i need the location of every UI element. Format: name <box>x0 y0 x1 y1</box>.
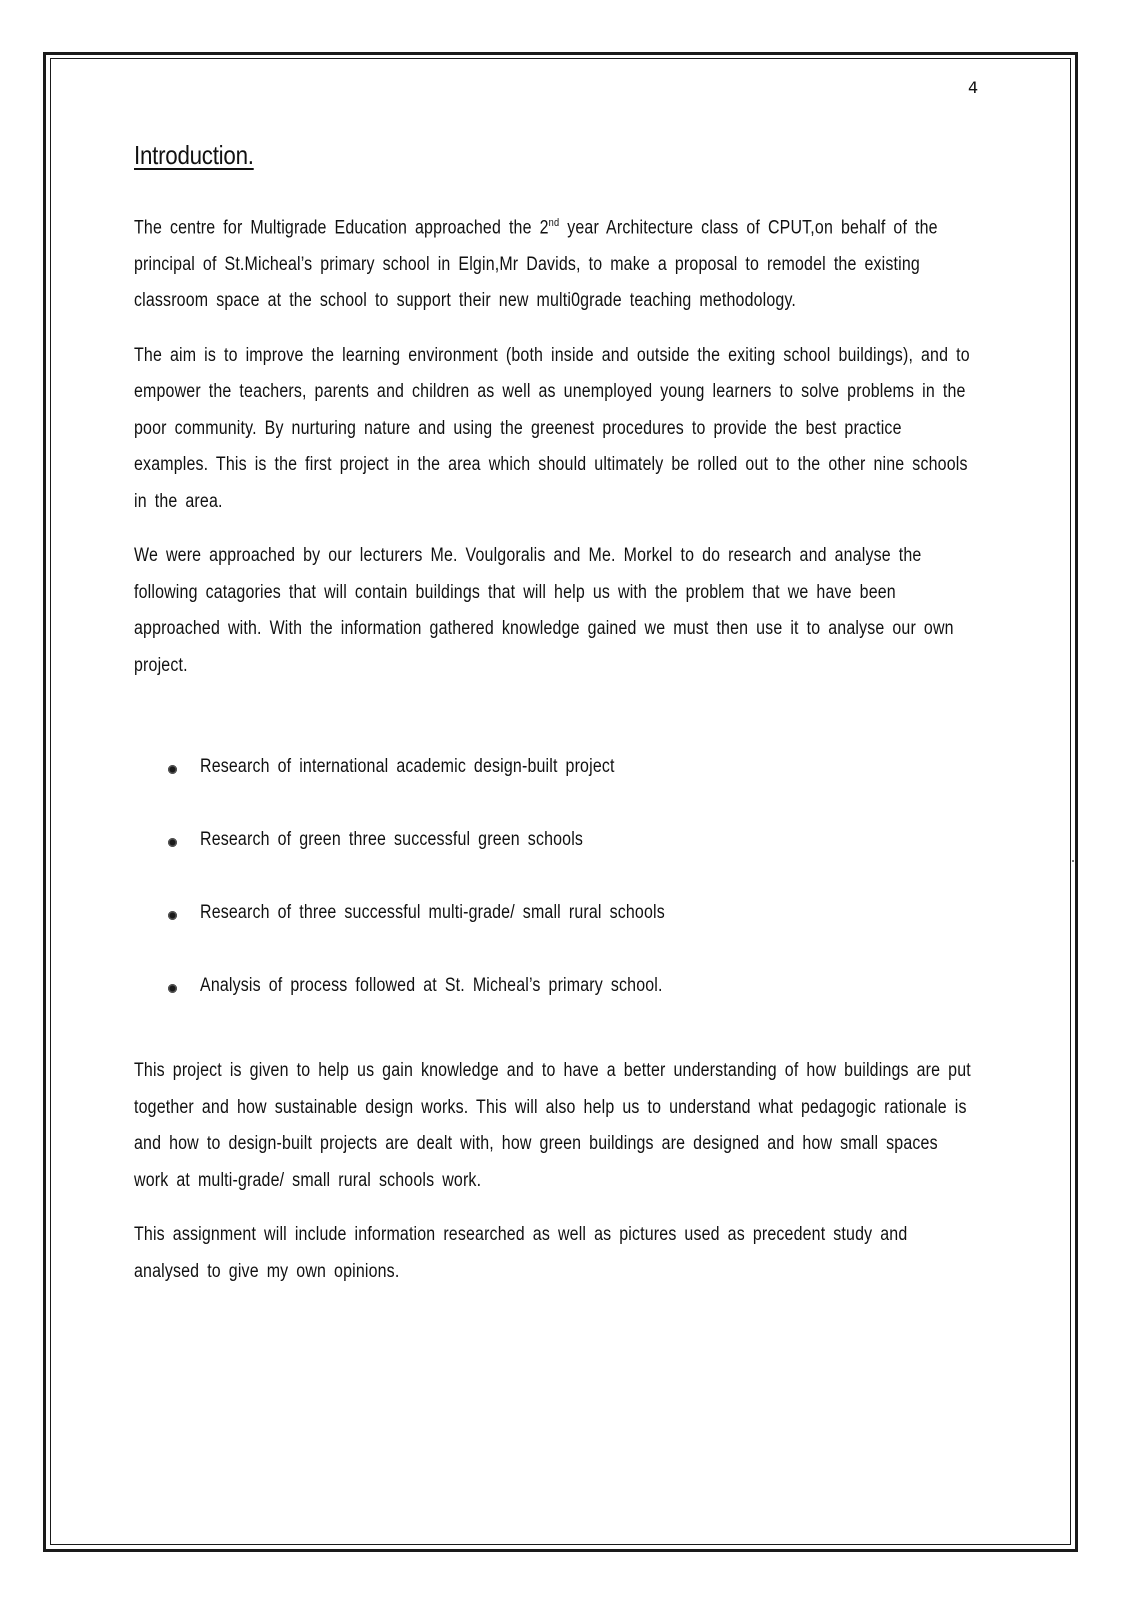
conclusion-paragraph-2: This assignment will include information researched as well as pictures used as precedent study and analysed to give my own opinions. <box>134 1224 908 1282</box>
research-categories-list <box>134 756 974 1048</box>
paragraph-1-text-start: The centre for Multigrade Education approached the 2 <box>134 217 549 239</box>
intro-paragraph-2: The aim is to improve the learning environment (both inside and outside the exiting school buildings), and to empower the teachers, parents and children as well as unemployed young learners to solve problems in the poor community. By nurturing nature and using the greenest procedures to provide the best practice examples. This is the first project in the area which should ultimately be rolled out to the other nine schools in the area. <box>134 344 970 512</box>
bullet-icon <box>168 984 177 993</box>
page-number: 4 <box>968 78 979 97</box>
bullet-icon <box>168 838 177 847</box>
list-item <box>134 756 974 829</box>
ordinal-superscript: nd <box>548 217 560 229</box>
document-body <box>134 140 974 1308</box>
list-item <box>134 829 974 902</box>
conclusion-paragraph-1: This project is given to help us gain knowledge and to have a better understanding of how buildings are put together and how sustainable design works. This will also help us to understand what pedagogic rationale is and how to design-built projects are dealt with, how green buildings are designed and how small spaces work at multi-grade/ small rural schools work. <box>134 1060 971 1191</box>
intro-paragraph-1 <box>134 205 974 320</box>
section-title: Introduction. <box>134 140 254 170</box>
list-item-text: Research of green three successful green schools <box>200 829 584 851</box>
bullet-icon <box>168 765 177 774</box>
list-item-text: Research of international academic design-built project <box>200 756 615 778</box>
scan-speck <box>1072 860 1074 862</box>
list-item-text: Research of three successful multi-grade/ small rural schools <box>200 902 665 924</box>
intro-paragraph-3: We were approached by our lecturers Me. Voulgoralis and Me. Morkel to do research and analyse the following catagories that will contain buildings that will help us with the problem that we have been approached with. With the information gathered knowledge gained we must then use it to analyse our own project. <box>134 545 954 676</box>
list-item-text: Analysis of process followed at St. Micheal’s primary school. <box>200 975 663 997</box>
paragraph-1-text-end: year Architecture class of CPUT,on behalf of the principal of St.Micheal’s primary school in Elgin,Mr Davids, to make a proposal to remodel the existing classroom space at the school to support their new multi0grade teaching methodology. <box>134 217 938 312</box>
list-item <box>134 975 974 1048</box>
bullet-icon <box>168 911 177 920</box>
list-item <box>134 902 974 975</box>
